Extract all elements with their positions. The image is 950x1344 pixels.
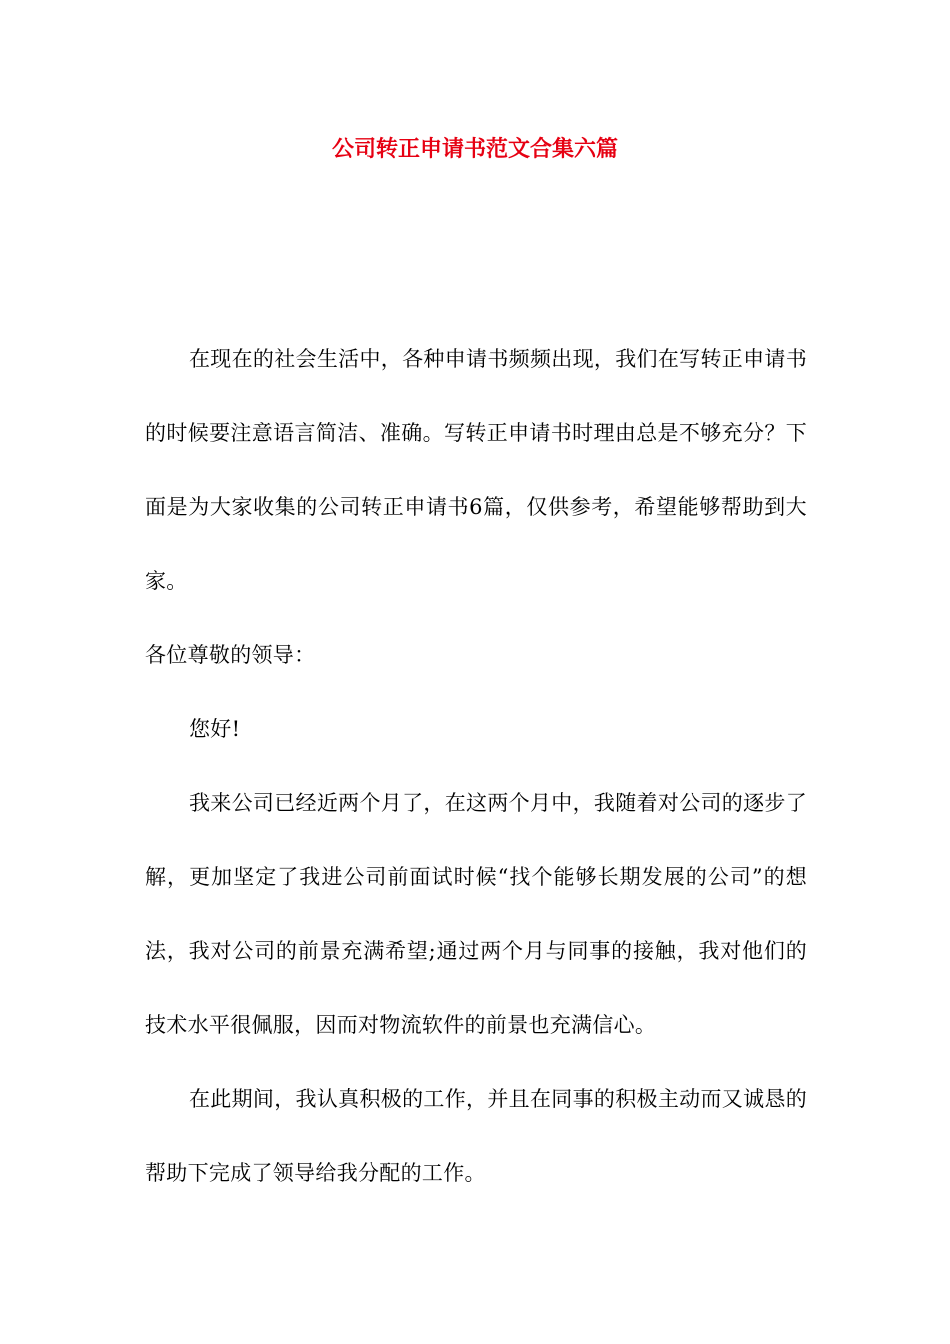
document-body	[145, 322, 807, 1210]
paragraph-body-1: 我来公司已经近两个月了，在这两个月中，我随着对公司的逐步了解，更加坚定了我进公司前面试时候“找个能够长期发展的公司”的想法，我对公司的前景充满希望;通过两个月与同事的接触，我对他们的技术水平很佩服，因而对物流软件的前景也充满信心。	[145, 791, 807, 1037]
paragraph-salutation: 各位尊敬的领导：	[145, 643, 316, 667]
paragraph-greeting: 您好!	[189, 717, 241, 741]
paragraph-body-2: 在此期间，我认真积极的工作，并且在同事的积极主动而又诚恳的帮助下完成了领导给我分配的工作。	[145, 1087, 807, 1185]
document-title: 公司转正申请书范文合集六篇	[331, 137, 618, 162]
paragraph-intro: 在现在的社会生活中，各种申请书频频出现，我们在写转正申请书的时候要注意语言简洁、准确。写转正申请书时理由总是不够充分？下面是为大家收集的公司转正申请书6篇，仅供参考，希望能够帮助到大家。	[145, 347, 807, 593]
